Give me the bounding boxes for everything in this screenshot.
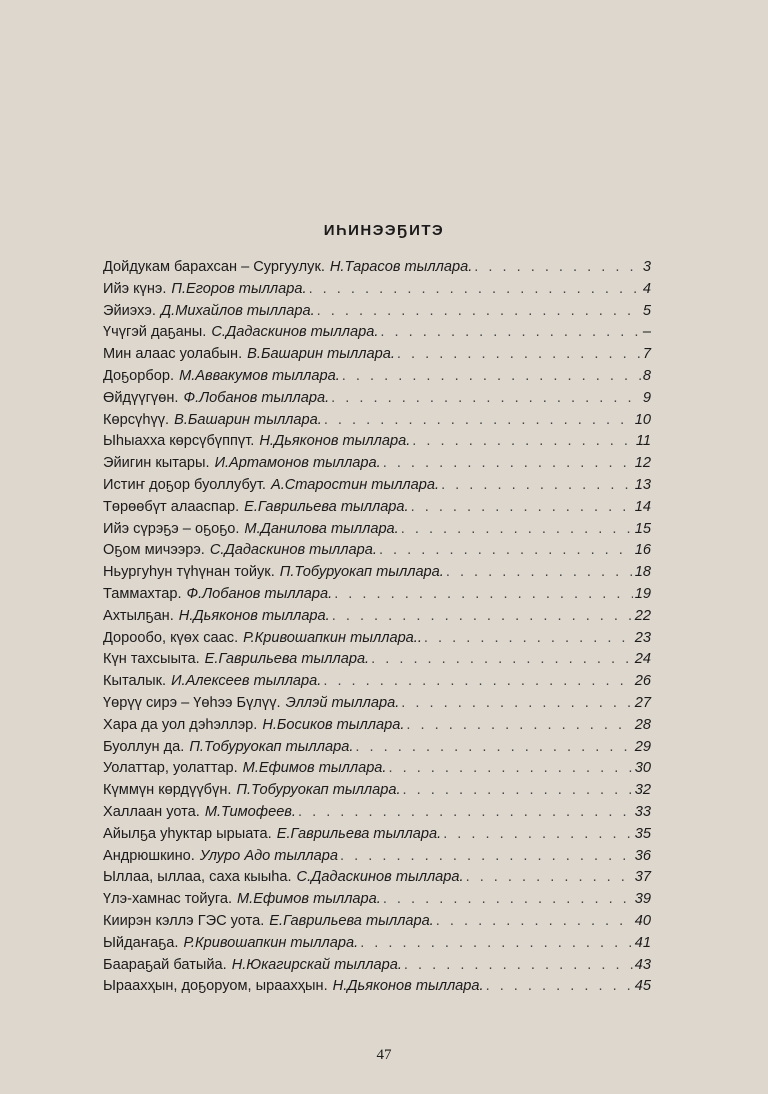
entry-title: Таммахтар. xyxy=(103,585,182,602)
entry-title: Халлаан уота. xyxy=(103,803,200,820)
entry-page: 15 xyxy=(634,520,651,537)
dot-leader xyxy=(486,978,633,994)
dot-leader xyxy=(397,346,641,362)
entry-title: Күммүн көрдүүбүн. xyxy=(103,782,232,799)
entry-author: Н.Тарасов тыллара. xyxy=(329,259,473,275)
entry-title: Баараҕай батыйа. xyxy=(103,956,227,973)
dot-leader xyxy=(436,913,633,929)
entry-author: Р.Кривошапкин тыллара. xyxy=(183,934,359,951)
entry-author: С.Дадаскинов тыллара. xyxy=(209,542,377,559)
entry-author: П.Тобуруокап тыллара. xyxy=(189,738,354,755)
entry-page: 29 xyxy=(634,738,651,755)
entry-title: Уолаттар, уолаттар. xyxy=(103,760,238,777)
entry-page: 10 xyxy=(634,411,651,428)
entry-title: Киирэн кэллэ ГЭС уота. xyxy=(103,912,265,929)
toc-entry xyxy=(103,891,651,913)
entry-title: Истиҥ доҕор буоллубут. xyxy=(103,476,266,493)
toc-entry xyxy=(103,368,651,390)
entry-page: 11 xyxy=(635,433,651,450)
entry-page: 41 xyxy=(634,934,651,951)
entry-title: Күн тахсыыта. xyxy=(103,651,200,668)
entry-author: Н.Дьяконов тыллара. xyxy=(259,433,411,450)
entry-title: Ахтылҕан. xyxy=(103,607,174,624)
entry-author: Улуро Адо тыллара xyxy=(199,847,339,864)
entry-title: Андрюшкино. xyxy=(103,847,195,864)
entry-author: М.Данилова тыллара. xyxy=(244,520,399,537)
toc-entry xyxy=(103,455,651,477)
entry-author: Н.Юкагирскай тыллара. xyxy=(231,956,402,973)
dot-leader xyxy=(323,673,632,689)
entry-author: Ф.Лобанов тыллара. xyxy=(186,585,333,602)
entry-title: Оҕом мичээрэ. xyxy=(103,542,205,559)
toc-entry xyxy=(103,957,651,979)
dot-leader xyxy=(401,695,632,711)
dot-leader xyxy=(298,804,633,820)
entry-page: 3 xyxy=(642,259,651,275)
toc-entry xyxy=(103,346,651,368)
toc-entry xyxy=(103,804,651,826)
entry-author: А.Старостин тыллара. xyxy=(270,476,440,493)
entry-author: Е.Гаврильева тыллара. xyxy=(269,912,434,929)
entry-page: 4 xyxy=(642,280,651,297)
dot-leader xyxy=(443,826,633,842)
dot-leader xyxy=(331,390,641,406)
toc-entry xyxy=(103,433,651,455)
entry-title: Дорообо, күөх саас. xyxy=(103,629,239,646)
dot-leader xyxy=(466,869,633,885)
toc-entry xyxy=(103,542,651,564)
entry-title: Эйиэхэ. xyxy=(103,302,156,319)
entry-page: 7 xyxy=(642,346,651,363)
toc-entry xyxy=(103,281,651,303)
toc-entry xyxy=(103,630,651,652)
entry-title: Айылҕа уһуктар ырыата. xyxy=(103,825,272,842)
entry-author: П.Егоров тыллара. xyxy=(171,280,307,297)
entry-title: Ыһыахха көрсүбүппүт. xyxy=(103,433,255,450)
dot-leader xyxy=(371,651,633,667)
entry-author: М.Тимофеев. xyxy=(204,803,296,820)
entry-title: Мин алаас уолабын. xyxy=(103,346,243,363)
entry-title: Ыллаа, ыллаа, саха кыыһа. xyxy=(103,869,292,886)
toc-entry xyxy=(103,324,651,346)
entry-title: Кыталык. xyxy=(103,673,167,690)
entry-page: 23 xyxy=(634,629,651,646)
entry-author: Е.Гаврильева тыллара. xyxy=(204,651,370,668)
entry-page: 36 xyxy=(634,847,651,864)
entry-author: И.Артамонов тыллара. xyxy=(214,455,381,472)
entry-page: 40 xyxy=(634,912,651,929)
entry-title: Дойдукам барахсан – Сургуулук. xyxy=(103,259,325,275)
entry-page: 35 xyxy=(634,825,651,842)
entry-title: Үчүгэй даҕаны. xyxy=(103,324,207,341)
entry-page: 30 xyxy=(634,760,651,777)
entry-page: 22 xyxy=(634,607,651,624)
dot-leader xyxy=(412,433,634,449)
entry-page: 5 xyxy=(642,302,651,319)
toc-entry xyxy=(103,564,651,586)
entry-author: Ф.Лобанов тыллара. xyxy=(183,389,330,406)
toc-entry xyxy=(103,303,651,325)
toc-entry xyxy=(103,782,651,804)
entry-page: 26 xyxy=(634,673,651,690)
dot-leader xyxy=(360,935,633,951)
entry-author: Е.Гаврильева тыллара. xyxy=(276,825,442,842)
entry-title: Өйдүүгүөн. xyxy=(103,389,179,406)
dot-leader xyxy=(474,259,641,275)
entry-author: Н.Босиков тыллара. xyxy=(262,716,405,733)
entry-page: 9 xyxy=(642,389,651,406)
entry-title: Хара да уол дэһэллэр. xyxy=(103,716,258,733)
entry-title: Ыраахҳын, доҕоруом, ыраахҳын. xyxy=(103,978,328,995)
entry-author: И.Алексеев тыллара. xyxy=(171,673,322,690)
dot-leader xyxy=(317,303,641,319)
entry-title: Үөрүү сирэ – Үөһээ Бүлүү. xyxy=(103,694,281,711)
entry-title: Төрөөбүт алааспар. xyxy=(103,498,240,515)
dot-leader xyxy=(340,848,633,864)
entry-author: В.Башарин тыллара. xyxy=(247,346,395,363)
dot-leader xyxy=(446,564,633,580)
dot-leader xyxy=(383,891,633,907)
entry-author: М.Ефимов тыллара. xyxy=(242,760,387,777)
entry-title: Ньургуһун түһүнан тойук. xyxy=(103,564,275,581)
toc-entry xyxy=(103,412,651,434)
toc-entry xyxy=(103,913,651,935)
entry-author: Е.Гаврильева тыллара. xyxy=(244,498,409,515)
toc-entry xyxy=(103,826,651,848)
dot-leader xyxy=(380,324,640,340)
entry-page: 16 xyxy=(634,542,651,559)
dot-leader xyxy=(332,608,633,624)
entry-author: П.Тобуруокап тыллара. xyxy=(236,782,401,799)
toc-entry xyxy=(103,586,651,608)
dot-leader xyxy=(406,717,632,733)
toc-entry xyxy=(103,935,651,957)
entry-author: Д.Михайлов тыллара. xyxy=(160,302,315,319)
entry-page: 33 xyxy=(634,803,651,820)
entry-title: Ийэ күнэ. xyxy=(103,280,167,297)
entry-page: 43 xyxy=(634,956,651,973)
dot-leader xyxy=(334,586,633,602)
entry-title: Доҕорбор. xyxy=(103,367,175,384)
entry-title: Үлэ-хамнас тойуга. xyxy=(103,891,233,908)
entry-page: 19 xyxy=(634,585,651,602)
entry-title: Көрсүһүү. xyxy=(103,411,170,428)
toc-entry xyxy=(103,739,651,761)
entry-author: М.Ефимов тыллара. xyxy=(237,891,381,908)
entry-author: С.Дадаскинов тыллара. xyxy=(296,869,464,886)
entry-author: Р.Кривошапкин тыллара.. xyxy=(243,629,422,646)
entry-title: Ыйдаҥаҕа. xyxy=(103,934,179,951)
toc-entry xyxy=(103,695,651,717)
dot-leader xyxy=(324,412,633,428)
dot-leader xyxy=(411,499,633,515)
dot-leader xyxy=(404,957,633,973)
entry-author: П.Тобуруокап тыллара. xyxy=(279,564,444,581)
toc-heading: ИҺИНЭЭҔИТЭ xyxy=(323,222,445,239)
entry-page: 32 xyxy=(634,782,651,799)
entry-page: 8 xyxy=(642,367,651,384)
dot-leader xyxy=(355,739,632,755)
toc-entry xyxy=(103,760,651,782)
entry-page: 13 xyxy=(634,476,651,493)
toc-entry xyxy=(103,717,651,739)
table-of-contents xyxy=(103,259,651,1000)
entry-author: С.Дадаскинов тыллара. xyxy=(211,324,379,341)
toc-entry xyxy=(103,673,651,695)
entry-page: 37 xyxy=(634,869,651,886)
dot-leader xyxy=(403,782,633,798)
entry-author: Н.Дьяконов тыллара. xyxy=(178,607,330,624)
entry-page: 14 xyxy=(634,498,651,515)
entry-page: 28 xyxy=(634,716,651,733)
entry-author: М.Аввакумов тыллара. xyxy=(179,367,340,384)
toc-entry xyxy=(103,499,651,521)
entry-page: 12 xyxy=(634,455,651,472)
toc-entry xyxy=(103,477,651,499)
entry-author: В.Башарин тыллара. xyxy=(174,411,322,428)
dot-leader xyxy=(424,630,633,646)
toc-entry xyxy=(103,390,651,412)
dot-leader xyxy=(342,368,641,384)
entry-title: Эйигин кытары. xyxy=(103,455,210,472)
entry-page: 39 xyxy=(634,891,651,908)
dot-leader xyxy=(441,477,633,493)
toc-entry xyxy=(103,869,651,891)
toc-entry xyxy=(103,521,651,543)
dot-leader xyxy=(401,521,633,537)
toc-entry xyxy=(103,978,651,1000)
entry-page: – xyxy=(642,324,651,341)
entry-title: Буоллун да. xyxy=(103,738,185,755)
toc-entry xyxy=(103,651,651,673)
entry-author: Эллэй тыллара. xyxy=(285,694,400,711)
toc-entry xyxy=(103,848,651,870)
page-number: 47 xyxy=(376,1047,392,1063)
dot-leader xyxy=(388,760,632,776)
entry-page: 45 xyxy=(634,978,651,995)
toc-entry xyxy=(103,608,651,630)
entry-author: Н.Дьяконов тыллара. xyxy=(332,978,484,995)
dot-leader xyxy=(309,281,641,297)
entry-page: 24 xyxy=(634,651,651,668)
entry-title: Ийэ сүрэҕэ – оҕоҕо. xyxy=(103,520,240,537)
dot-leader xyxy=(383,455,633,471)
toc-entry xyxy=(103,259,651,281)
dot-leader xyxy=(379,542,633,558)
entry-page: 18 xyxy=(634,564,651,581)
entry-page: 27 xyxy=(634,694,651,711)
